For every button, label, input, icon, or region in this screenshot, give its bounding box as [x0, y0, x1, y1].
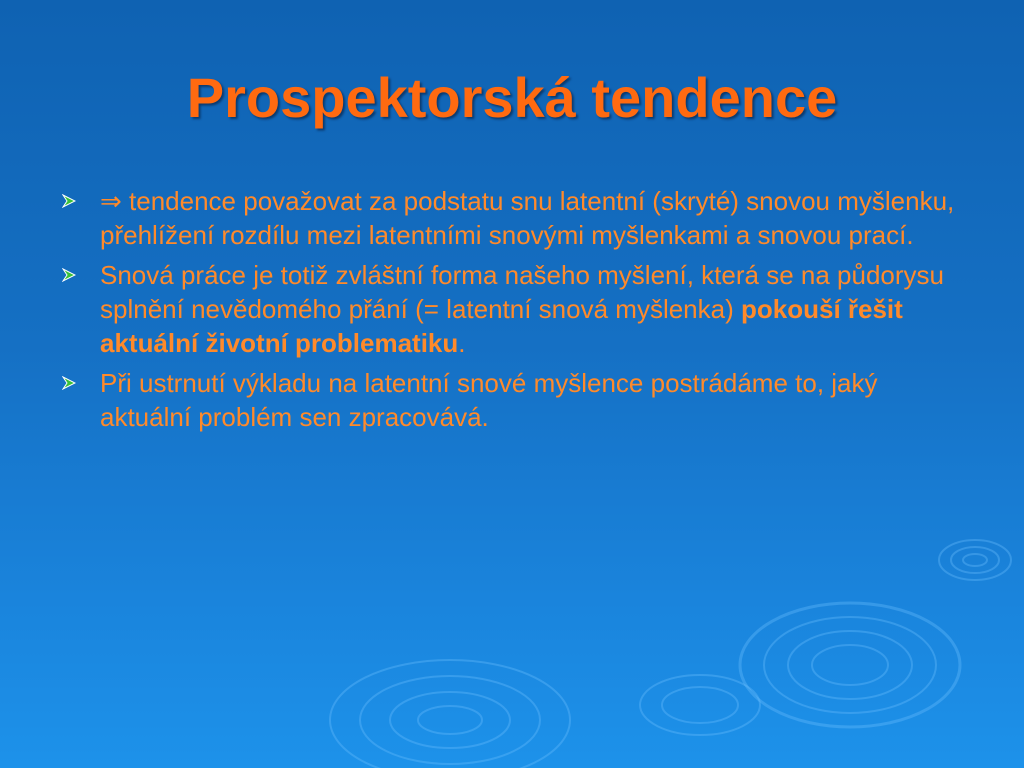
list-item-text: Snová práce je totiž zvláštní forma našeho myšlení, která se na půdorysu splnění nevědomého přání (= latentní snová myšlenka) [100, 260, 944, 324]
list-item-text: tendence považovat za podstatu snu latentní (skryté) snovou myšlenku, přehlížení rozdílu mezi latentními snovými myšlenkami a snovou prací. [100, 186, 955, 250]
slide-title: Prospektorská tendence [186, 66, 838, 129]
green-arrowhead-icon [62, 268, 76, 282]
bullet-list [62, 184, 962, 440]
list-item [62, 184, 962, 252]
list-item [62, 258, 962, 360]
list-item-bold-text: pokouší řešit aktuální životní problematiku [100, 294, 903, 358]
list-item-suffix: . [458, 328, 466, 358]
implies-symbol: ⇒ [100, 186, 122, 216]
list-item-text: Při ustrnutí výkladu na latentní snové myšlence postrádáme to, jaký aktuální problém sen zpracovává. [100, 368, 878, 432]
green-arrowhead-icon [62, 376, 76, 390]
list-item [62, 366, 962, 434]
green-arrowhead-icon [62, 194, 76, 208]
